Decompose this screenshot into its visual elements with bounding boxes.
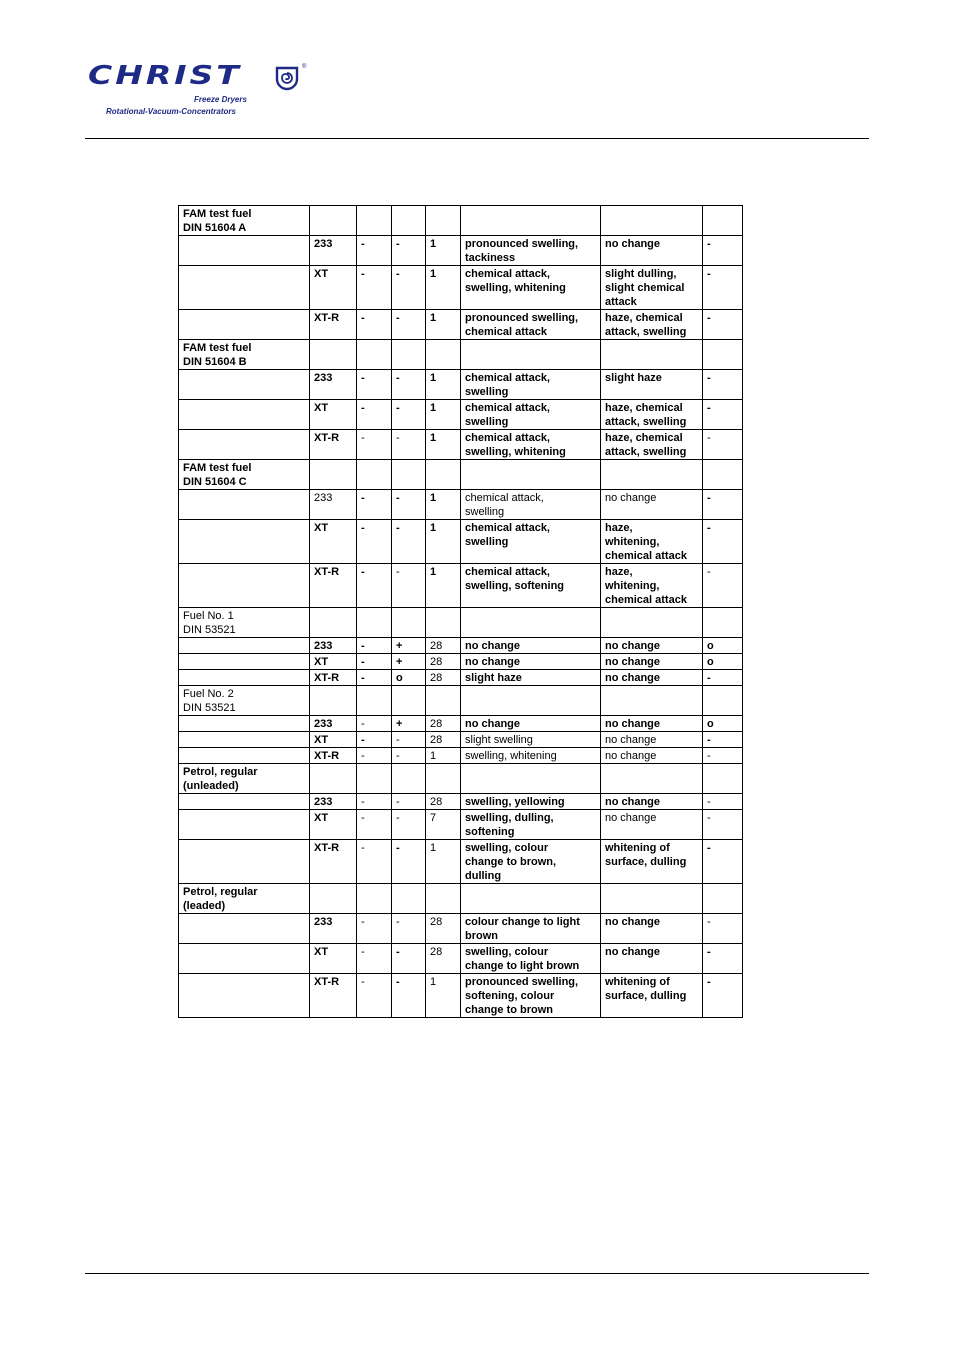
cell-rating: - (703, 236, 743, 266)
footer-rule (85, 1273, 869, 1274)
cell-effect: chemical attack, swelling, softening (461, 564, 601, 608)
cell-duration (426, 884, 461, 914)
cell-medium (179, 670, 310, 686)
cell-medium (179, 914, 310, 944)
cell-effect: chemical attack, swelling (461, 370, 601, 400)
cell-medium (179, 638, 310, 654)
cell-col-b: - (392, 810, 426, 840)
table-row (179, 748, 743, 764)
cell-duration: 28 (426, 732, 461, 748)
cell-col-a (357, 340, 392, 370)
resistance-table (178, 205, 743, 1018)
cell-material: 233 (310, 370, 357, 400)
cell-rating: o (703, 654, 743, 670)
table-row (179, 670, 743, 686)
cell-duration: 1 (426, 370, 461, 400)
cell-rating (703, 460, 743, 490)
cell-material: XT-R (310, 840, 357, 884)
cell-medium (179, 266, 310, 310)
cell-medium: FAM test fuel DIN 51604 C (179, 460, 310, 490)
cell-rating: - (703, 370, 743, 400)
table-row (179, 430, 743, 460)
table-row (179, 564, 743, 608)
cell-effect-2: no change (601, 732, 703, 748)
cell-col-b: - (392, 520, 426, 564)
cell-effect: pronounced swelling, tackiness (461, 236, 601, 266)
table-row (179, 686, 743, 716)
cell-effect-2: slight dulling, slight chemical attack (601, 266, 703, 310)
cell-col-b: - (392, 564, 426, 608)
cell-col-b: + (392, 638, 426, 654)
cell-effect (461, 764, 601, 794)
cell-duration (426, 460, 461, 490)
cell-duration: 28 (426, 944, 461, 974)
cell-material (310, 460, 357, 490)
cell-medium (179, 716, 310, 732)
table-row (179, 944, 743, 974)
cell-material: XT-R (310, 670, 357, 686)
cell-effect-2: no change (601, 716, 703, 732)
cell-col-b: - (392, 370, 426, 400)
cell-rating: - (703, 810, 743, 840)
cell-duration: 1 (426, 520, 461, 564)
table-row (179, 840, 743, 884)
logo-subtitle-freeze-dryers: Freeze Dryers (194, 95, 247, 104)
cell-material: XT (310, 732, 357, 748)
cell-col-a (357, 686, 392, 716)
table-row (179, 400, 743, 430)
cell-material: XT (310, 810, 357, 840)
cell-col-b: - (392, 400, 426, 430)
cell-effect (461, 340, 601, 370)
table-row (179, 974, 743, 1018)
cell-material: 233 (310, 638, 357, 654)
cell-medium (179, 564, 310, 608)
cell-medium: FAM test fuel DIN 51604 A (179, 206, 310, 236)
table-row (179, 716, 743, 732)
cell-col-a: - (357, 266, 392, 310)
cell-rating: - (703, 914, 743, 944)
cell-effect-2 (601, 884, 703, 914)
cell-medium: Petrol, regular (leaded) (179, 884, 310, 914)
cell-effect-2: whitening of surface, dulling (601, 974, 703, 1018)
cell-col-b: - (392, 732, 426, 748)
logo-wordmark: CHRIST (88, 59, 242, 91)
cell-material: 233 (310, 794, 357, 810)
cell-material (310, 340, 357, 370)
cell-material: XT-R (310, 748, 357, 764)
cell-medium: Petrol, regular (unleaded) (179, 764, 310, 794)
cell-duration (426, 206, 461, 236)
cell-effect-2 (601, 764, 703, 794)
cell-duration (426, 608, 461, 638)
cell-material: XT (310, 520, 357, 564)
cell-rating: - (703, 430, 743, 460)
cell-col-b: o (392, 670, 426, 686)
cell-duration: 28 (426, 654, 461, 670)
cell-medium (179, 520, 310, 564)
cell-effect-2: no change (601, 748, 703, 764)
cell-effect-2: haze, chemical attack, swelling (601, 310, 703, 340)
cell-col-b: - (392, 236, 426, 266)
cell-col-b (392, 686, 426, 716)
cell-material: XT (310, 400, 357, 430)
table-row (179, 520, 743, 564)
cell-material (310, 884, 357, 914)
cell-col-b (392, 460, 426, 490)
cell-duration: 28 (426, 716, 461, 732)
cell-duration: 1 (426, 266, 461, 310)
cell-duration: 28 (426, 914, 461, 944)
cell-col-a: - (357, 490, 392, 520)
cell-effect: colour change to light brown (461, 914, 601, 944)
cell-effect: no change (461, 654, 601, 670)
cell-effect (461, 686, 601, 716)
cell-effect: slight haze (461, 670, 601, 686)
cell-medium (179, 974, 310, 1018)
registered-mark: ® (302, 64, 307, 70)
table-row (179, 460, 743, 490)
cell-rating: - (703, 944, 743, 974)
cell-effect (461, 206, 601, 236)
table-row (179, 638, 743, 654)
table-row (179, 764, 743, 794)
cell-col-b: - (392, 840, 426, 884)
cell-effect: chemical attack, swelling, whitening (461, 266, 601, 310)
table-row (179, 310, 743, 340)
cell-material: XT-R (310, 974, 357, 1018)
cell-col-b: - (392, 974, 426, 1018)
cell-rating: - (703, 794, 743, 810)
cell-effect: chemical attack, swelling (461, 490, 601, 520)
cell-effect-2 (601, 206, 703, 236)
cell-material: 233 (310, 716, 357, 732)
cell-col-b (392, 884, 426, 914)
cell-duration (426, 764, 461, 794)
cell-rating: o (703, 716, 743, 732)
cell-duration: 1 (426, 840, 461, 884)
cell-effect-2: no change (601, 236, 703, 266)
cell-col-a: - (357, 400, 392, 430)
cell-medium: Fuel No. 1 DIN 53521 (179, 608, 310, 638)
cell-col-a: - (357, 310, 392, 340)
cell-col-a: - (357, 370, 392, 400)
cell-medium (179, 944, 310, 974)
cell-col-a: - (357, 520, 392, 564)
cell-effect-2: no change (601, 944, 703, 974)
table-row (179, 810, 743, 840)
cell-duration: 1 (426, 974, 461, 1018)
table-row (179, 266, 743, 310)
cell-effect-2: haze, chemical attack, swelling (601, 430, 703, 460)
cell-duration: 1 (426, 236, 461, 266)
christ-logo (88, 59, 318, 122)
cell-col-a (357, 764, 392, 794)
cell-effect: chemical attack, swelling (461, 520, 601, 564)
cell-material: 233 (310, 490, 357, 520)
cell-material (310, 764, 357, 794)
cell-col-b: - (392, 490, 426, 520)
cell-col-b: + (392, 654, 426, 670)
cell-material: 233 (310, 914, 357, 944)
cell-col-b (392, 764, 426, 794)
cell-col-b: - (392, 944, 426, 974)
cell-col-a: - (357, 732, 392, 748)
cell-effect-2: haze, whitening, chemical attack (601, 520, 703, 564)
cell-col-b: - (392, 794, 426, 810)
table-row (179, 236, 743, 266)
cell-medium: Fuel No. 2 DIN 53521 (179, 686, 310, 716)
cell-duration: 1 (426, 748, 461, 764)
cell-col-a (357, 608, 392, 638)
cell-duration: 28 (426, 794, 461, 810)
table-row (179, 914, 743, 944)
cell-rating: - (703, 564, 743, 608)
cell-duration: 1 (426, 400, 461, 430)
cell-rating: - (703, 670, 743, 686)
cell-medium (179, 236, 310, 266)
cell-effect: swelling, colour change to light brown (461, 944, 601, 974)
cell-material: XT-R (310, 430, 357, 460)
cell-col-a: - (357, 236, 392, 266)
cell-medium (179, 794, 310, 810)
cell-duration (426, 686, 461, 716)
cell-col-a: - (357, 974, 392, 1018)
cell-effect-2 (601, 686, 703, 716)
cell-effect-2: haze, chemical attack, swelling (601, 400, 703, 430)
cell-col-a: - (357, 810, 392, 840)
table-row (179, 490, 743, 520)
cell-material: XT-R (310, 310, 357, 340)
cell-effect: swelling, yellowing (461, 794, 601, 810)
cell-rating: - (703, 490, 743, 520)
cell-effect-2 (601, 608, 703, 638)
cell-effect-2: no change (601, 810, 703, 840)
cell-rating (703, 764, 743, 794)
cell-material: 233 (310, 236, 357, 266)
table-row (179, 340, 743, 370)
cell-col-a: - (357, 654, 392, 670)
cell-col-a: - (357, 748, 392, 764)
cell-effect-2: whitening of surface, dulling (601, 840, 703, 884)
cell-medium (179, 310, 310, 340)
cell-medium (179, 490, 310, 520)
table-body (179, 206, 743, 1018)
cell-effect (461, 884, 601, 914)
cell-effect: no change (461, 638, 601, 654)
cell-col-b: - (392, 748, 426, 764)
cell-col-a (357, 884, 392, 914)
cell-medium (179, 654, 310, 670)
cell-effect-2: no change (601, 914, 703, 944)
cell-duration: 1 (426, 310, 461, 340)
cell-col-b: - (392, 266, 426, 310)
cell-col-a: - (357, 564, 392, 608)
cell-col-a: - (357, 840, 392, 884)
cell-medium (179, 748, 310, 764)
cell-col-a: - (357, 944, 392, 974)
cell-effect-2 (601, 460, 703, 490)
cell-col-b: - (392, 310, 426, 340)
cell-rating: o (703, 638, 743, 654)
cell-material: XT (310, 266, 357, 310)
cell-duration: 28 (426, 670, 461, 686)
cell-medium: FAM test fuel DIN 51604 B (179, 340, 310, 370)
cell-material: XT-R (310, 564, 357, 608)
cell-effect-2: slight haze (601, 370, 703, 400)
table-row (179, 206, 743, 236)
cell-medium (179, 732, 310, 748)
cell-effect: swelling, dulling, softening (461, 810, 601, 840)
cell-effect-2: no change (601, 654, 703, 670)
cell-material: XT (310, 654, 357, 670)
cell-duration (426, 340, 461, 370)
table-row (179, 794, 743, 810)
cell-col-b (392, 206, 426, 236)
cell-rating: - (703, 520, 743, 564)
cell-rating: - (703, 266, 743, 310)
cell-effect: swelling, colour change to brown, dulling (461, 840, 601, 884)
cell-col-b: - (392, 914, 426, 944)
cell-col-a: - (357, 638, 392, 654)
cell-medium (179, 810, 310, 840)
cell-col-b (392, 340, 426, 370)
cell-col-a (357, 460, 392, 490)
cell-material: XT (310, 944, 357, 974)
table-row (179, 732, 743, 748)
table-row (179, 370, 743, 400)
cell-duration: 1 (426, 430, 461, 460)
logo-subtitle-rvc: Rotational-Vacuum-Concentrators (106, 107, 236, 116)
cell-effect: pronounced swelling, softening, colour change to brown (461, 974, 601, 1018)
spiral-emblem-icon (274, 65, 300, 91)
cell-col-a: - (357, 716, 392, 732)
cell-col-a: - (357, 914, 392, 944)
cell-effect-2: no change (601, 670, 703, 686)
cell-rating: - (703, 748, 743, 764)
cell-rating (703, 206, 743, 236)
cell-effect: chemical attack, swelling (461, 400, 601, 430)
cell-material (310, 608, 357, 638)
cell-rating (703, 608, 743, 638)
cell-material (310, 206, 357, 236)
cell-effect-2 (601, 340, 703, 370)
cell-col-a: - (357, 670, 392, 686)
cell-effect: swelling, whitening (461, 748, 601, 764)
cell-duration: 7 (426, 810, 461, 840)
cell-effect (461, 460, 601, 490)
cell-col-b (392, 608, 426, 638)
cell-col-b: - (392, 430, 426, 460)
cell-medium (179, 400, 310, 430)
cell-rating: - (703, 310, 743, 340)
cell-effect-2: no change (601, 490, 703, 520)
cell-rating (703, 686, 743, 716)
cell-col-a: - (357, 794, 392, 810)
cell-col-b: + (392, 716, 426, 732)
cell-effect (461, 608, 601, 638)
cell-duration: 28 (426, 638, 461, 654)
cell-effect: chemical attack, swelling, whitening (461, 430, 601, 460)
cell-col-a (357, 206, 392, 236)
cell-duration: 1 (426, 564, 461, 608)
cell-effect-2: haze, whitening, chemical attack (601, 564, 703, 608)
cell-rating: - (703, 732, 743, 748)
cell-rating: - (703, 400, 743, 430)
cell-rating: - (703, 840, 743, 884)
table-row (179, 608, 743, 638)
cell-effect-2: no change (601, 794, 703, 810)
cell-material (310, 686, 357, 716)
cell-rating (703, 884, 743, 914)
table-row (179, 884, 743, 914)
cell-rating (703, 340, 743, 370)
cell-effect-2: no change (601, 638, 703, 654)
cell-duration: 1 (426, 490, 461, 520)
cell-rating: - (703, 974, 743, 1018)
cell-effect: pronounced swelling, chemical attack (461, 310, 601, 340)
cell-medium (179, 430, 310, 460)
cell-medium (179, 370, 310, 400)
header-rule (85, 138, 869, 139)
cell-effect: no change (461, 716, 601, 732)
cell-medium (179, 840, 310, 884)
cell-effect: slight swelling (461, 732, 601, 748)
table-row (179, 654, 743, 670)
cell-col-a: - (357, 430, 392, 460)
